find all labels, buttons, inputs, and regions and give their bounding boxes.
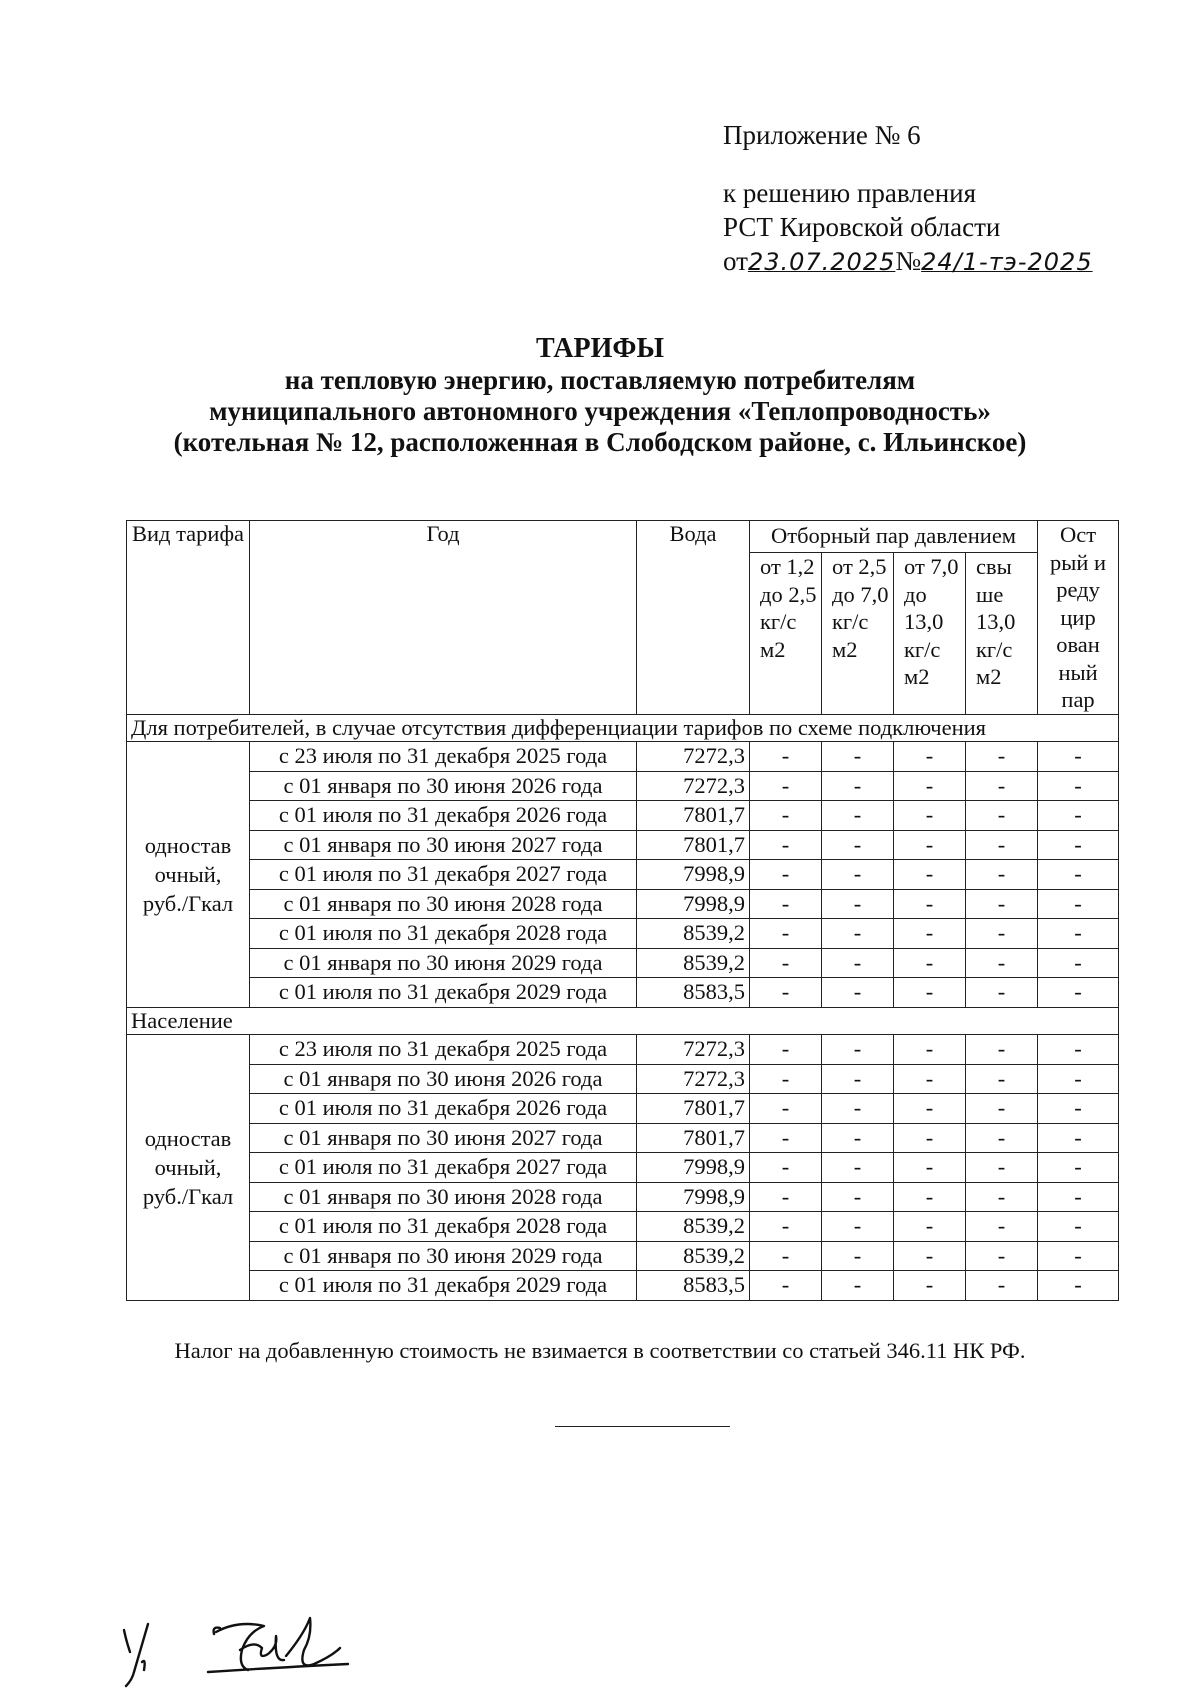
header-tariff-type: Вид тарифа [127,521,250,715]
water-value-cell: 7801,7 [637,1094,750,1124]
table-row [127,1182,1119,1212]
decision-date: 23.07.2025 [747,248,896,276]
period-cell: с 01 января по 30 июня 2029 года [250,948,637,978]
steam-2-cell: - [822,919,894,949]
header-steam-1: от 1,2 до 2,5 кг/с м2 [750,553,822,714]
steam-4-cell: - [966,830,1038,860]
acute-steam-cell: - [1038,1182,1119,1212]
period-cell: с 01 января по 30 июня 2027 года [250,830,637,860]
document-subtitle-2: муниципального автономного учреждения «Теплопроводность» [209,396,991,426]
table-row [127,1064,1119,1094]
steam-1-cell: - [750,1241,822,1271]
acute-steam-cell: - [1038,919,1119,949]
period-cell: с 23 июля по 31 декабря 2025 года [250,742,637,772]
steam-3-cell: - [894,1123,966,1153]
acute-steam-cell: - [1038,1064,1119,1094]
tariff-type-cell: одностав очный, руб./Гкал [127,1035,250,1301]
water-value-cell: 7272,3 [637,1064,750,1094]
steam-4-cell: - [966,1153,1038,1183]
section-header-row [127,714,1119,742]
steam-2-cell: - [822,771,894,801]
steam-4-cell: - [966,948,1038,978]
steam-3-cell: - [894,978,966,1008]
table-row [127,801,1119,831]
steam-2-cell: - [822,1064,894,1094]
steam-3-cell: - [894,889,966,919]
steam-1-cell: - [750,771,822,801]
steam-4-cell: - [966,1241,1038,1271]
period-cell: с 01 июля по 31 декабря 2028 года [250,1212,637,1242]
steam-1-cell: - [750,1123,822,1153]
steam-1-cell: - [750,1094,822,1124]
steam-4-cell: - [966,742,1038,772]
authority-name: РСТ Кировской области [723,212,1001,242]
table-row [127,1212,1119,1242]
steam-3-cell: - [894,1035,966,1065]
steam-1-cell: - [750,1271,822,1301]
water-value-cell: 7801,7 [637,1123,750,1153]
period-cell: с 01 июля по 31 декабря 2027 года [250,860,637,890]
number-sign: № [895,246,922,276]
header-year: Год [250,521,637,715]
acute-steam-cell: - [1038,1212,1119,1242]
steam-1-cell: - [750,860,822,890]
table-row [127,742,1119,772]
steam-4-cell: - [966,978,1038,1008]
acute-steam-cell: - [1038,889,1119,919]
acute-steam-cell: - [1038,830,1119,860]
header-water: Вода [637,521,750,715]
steam-2-cell: - [822,1271,894,1301]
header-acute-steam: Ост рый и реду цир ован ный пар [1038,521,1119,715]
steam-3-cell: - [894,1064,966,1094]
steam-1-cell: - [750,978,822,1008]
steam-4-cell: - [966,801,1038,831]
tariff-table [126,520,1119,1301]
steam-1-cell: - [750,948,822,978]
steam-3-cell: - [894,742,966,772]
period-cell: с 01 июля по 31 декабря 2027 года [250,1153,637,1183]
steam-4-cell: - [966,1271,1038,1301]
table-row [127,1123,1119,1153]
decision-reference: к решению правления [723,178,977,208]
acute-steam-cell: - [1038,771,1119,801]
steam-4-cell: - [966,860,1038,890]
steam-4-cell: - [966,1182,1038,1212]
steam-3-cell: - [894,860,966,890]
water-value-cell: 8539,2 [637,948,750,978]
steam-1-cell: - [750,1153,822,1183]
period-cell: с 01 января по 30 июня 2026 года [250,1064,637,1094]
period-cell: с 01 июля по 31 декабря 2029 года [250,1271,637,1301]
steam-4-cell: - [966,889,1038,919]
steam-3-cell: - [894,1241,966,1271]
steam-2-cell: - [822,801,894,831]
period-cell: с 01 января по 30 июня 2029 года [250,1241,637,1271]
steam-1-cell: - [750,830,822,860]
acute-steam-cell: - [1038,1153,1119,1183]
steam-3-cell: - [894,919,966,949]
steam-2-cell: - [822,1212,894,1242]
steam-4-cell: - [966,1035,1038,1065]
header-steam-4: свы ше 13,0 кг/с м2 [966,553,1038,714]
steam-1-cell: - [750,801,822,831]
steam-1-cell: - [750,1064,822,1094]
period-cell: с 23 июля по 31 декабря 2025 года [250,1035,637,1065]
table-row [127,948,1119,978]
steam-1-cell: - [750,919,822,949]
steam-2-cell: - [822,860,894,890]
water-value-cell: 8539,2 [637,1241,750,1271]
steam-2-cell: - [822,1123,894,1153]
steam-2-cell: - [822,889,894,919]
period-cell: с 01 июля по 31 декабря 2028 года [250,919,637,949]
acute-steam-cell: - [1038,1123,1119,1153]
steam-3-cell: - [894,771,966,801]
acute-steam-cell: - [1038,801,1119,831]
vat-note: Налог на добавленную стоимость не взимается в соответствии со статьей 346.11 НК РФ. [174,1338,1026,1363]
table-row [127,860,1119,890]
appendix-block [723,118,1093,279]
period-cell: с 01 января по 30 июня 2026 года [250,771,637,801]
steam-2-cell: - [822,948,894,978]
steam-4-cell: - [966,919,1038,949]
table-row [127,978,1119,1008]
table-row [127,1094,1119,1124]
acute-steam-cell: - [1038,1035,1119,1065]
table-row [127,1241,1119,1271]
water-value-cell: 7998,9 [637,1182,750,1212]
water-value-cell: 8539,2 [637,919,750,949]
water-value-cell: 7272,3 [637,1035,750,1065]
tariff-table-body [127,521,1119,1301]
water-value-cell: 7998,9 [637,860,750,890]
steam-3-cell: - [894,948,966,978]
water-value-cell: 8539,2 [637,1212,750,1242]
steam-3-cell: - [894,830,966,860]
header-row-1 [127,521,1119,553]
acute-steam-cell: - [1038,1241,1119,1271]
steam-2-cell: - [822,1094,894,1124]
document-subtitle-3: (котельная № 12, расположенная в Слободском районе, с. Ильинское) [173,427,1027,457]
decision-date-number [723,244,1093,279]
water-value-cell: 7801,7 [637,801,750,831]
tariff-type-cell: одностав очный, руб./Гкал [127,742,250,1008]
water-value-cell: 7272,3 [637,771,750,801]
decision-number: 24/1-тэ-2025 [921,248,1093,276]
acute-steam-cell: - [1038,1271,1119,1301]
steam-2-cell: - [822,742,894,772]
water-value-cell: 7998,9 [637,1153,750,1183]
steam-4-cell: - [966,1064,1038,1094]
acute-steam-cell: - [1038,978,1119,1008]
steam-3-cell: - [894,1212,966,1242]
steam-1-cell: - [750,1035,822,1065]
acute-steam-cell: - [1038,860,1119,890]
steam-1-cell: - [750,742,822,772]
steam-2-cell: - [822,1182,894,1212]
water-value-cell: 8583,5 [637,1271,750,1301]
steam-2-cell: - [822,1035,894,1065]
steam-3-cell: - [894,1094,966,1124]
table-row [127,1035,1119,1065]
table-row [127,1271,1119,1301]
acute-steam-cell: - [1038,1094,1119,1124]
table-row [127,919,1119,949]
date-prefix: от [723,246,748,276]
header-steam-2: от 2,5 до 7,0 кг/с м2 [822,553,894,714]
section-title: Население [127,1007,1119,1035]
period-cell: с 01 июля по 31 декабря 2029 года [250,978,637,1008]
signature-mark [108,1610,368,1695]
document-title-block [0,333,1200,458]
period-cell: с 01 июля по 31 декабря 2026 года [250,801,637,831]
table-row [127,830,1119,860]
signature-svg [108,1610,368,1690]
steam-1-cell: - [750,1182,822,1212]
period-cell: с 01 января по 30 июня 2028 года [250,1182,637,1212]
steam-4-cell: - [966,1212,1038,1242]
header-steam-group: Отборный пар давлением [750,521,1038,553]
steam-1-cell: - [750,1212,822,1242]
table-row [127,771,1119,801]
appendix-title: Приложение № 6 [723,120,921,150]
steam-2-cell: - [822,1241,894,1271]
document-title: ТАРИФЫ [536,333,664,364]
steam-3-cell: - [894,1182,966,1212]
steam-2-cell: - [822,830,894,860]
section-header-row [127,1007,1119,1035]
table-row [127,889,1119,919]
acute-steam-cell: - [1038,948,1119,978]
steam-3-cell: - [894,1271,966,1301]
period-cell: с 01 января по 30 июня 2028 года [250,889,637,919]
steam-4-cell: - [966,1123,1038,1153]
document-subtitle-1: на тепловую энергию, поставляемую потребителям [284,365,916,395]
section-title: Для потребителей, в случае отсутствия дифференциации тарифов по схеме подключения [127,714,1119,742]
steam-4-cell: - [966,771,1038,801]
steam-2-cell: - [822,978,894,1008]
water-value-cell: 7998,9 [637,889,750,919]
period-cell: с 01 июля по 31 декабря 2026 года [250,1094,637,1124]
water-value-cell: 8583,5 [637,978,750,1008]
table-row [127,1153,1119,1183]
header-steam-3: от 7,0 до 13,0 кг/с м2 [894,553,966,714]
water-value-cell: 7801,7 [637,830,750,860]
steam-4-cell: - [966,1094,1038,1124]
end-divider [555,1426,730,1427]
water-value-cell: 7272,3 [637,742,750,772]
steam-1-cell: - [750,889,822,919]
steam-2-cell: - [822,1153,894,1183]
steam-3-cell: - [894,801,966,831]
acute-steam-cell: - [1038,742,1119,772]
steam-3-cell: - [894,1153,966,1183]
period-cell: с 01 января по 30 июня 2027 года [250,1123,637,1153]
